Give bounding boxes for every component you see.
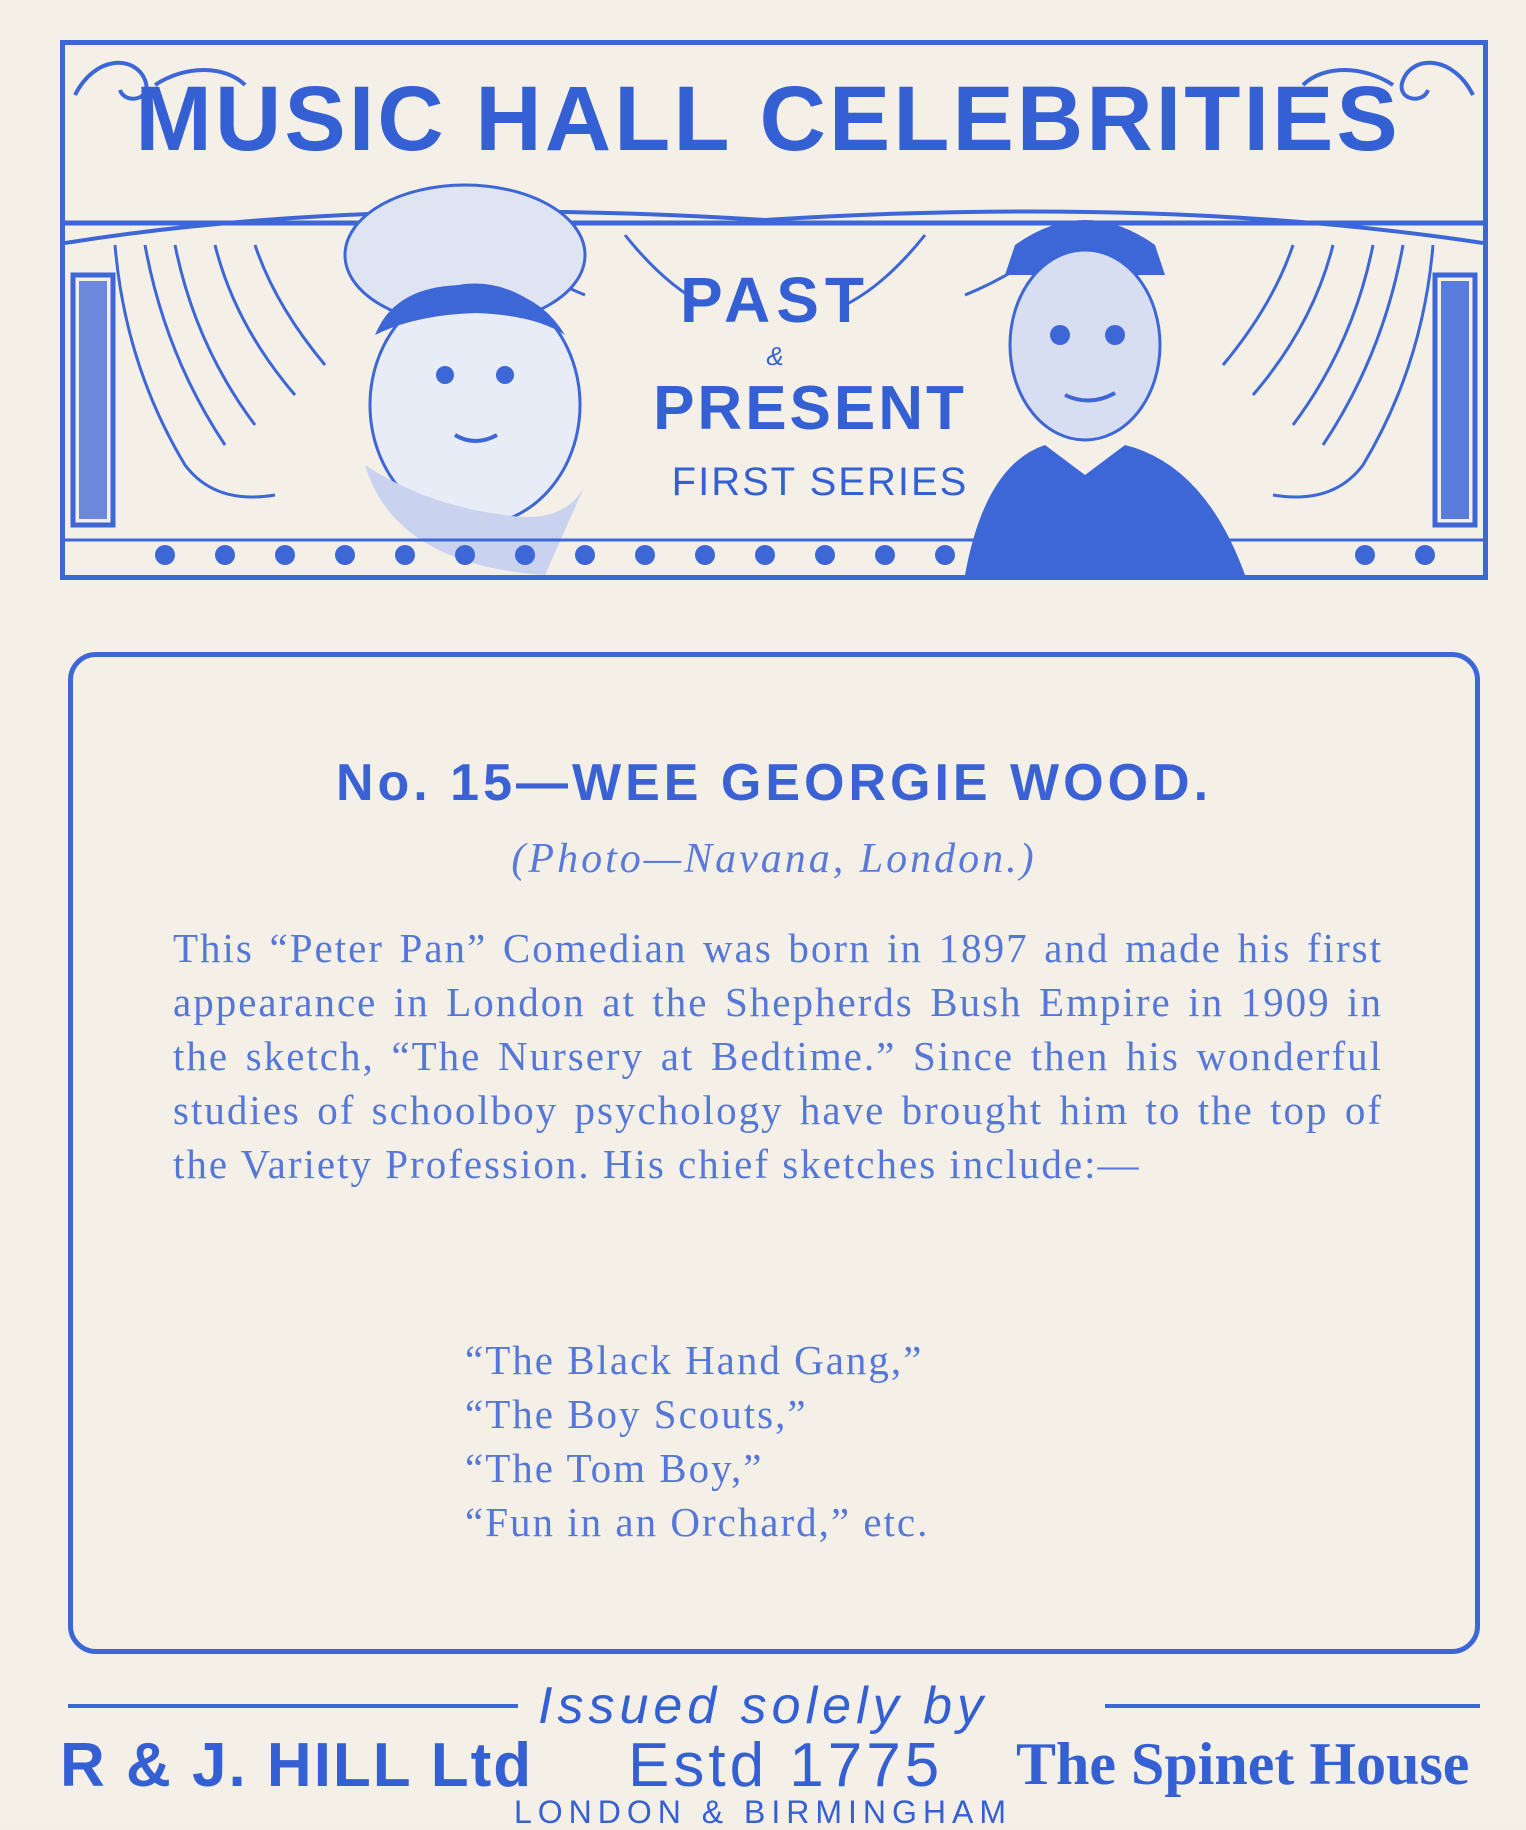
present-label: PRESENT: [653, 374, 967, 443]
curtain-left: [115, 245, 325, 497]
footlights: [155, 545, 1435, 565]
divider-left: [68, 1704, 518, 1708]
header-illustration: [60, 40, 1488, 580]
issued-text: Issued solely by: [538, 1677, 988, 1735]
photo-credit: (Photo—Navana, London.): [511, 836, 1037, 882]
brand-name: The Spinet House: [1016, 1731, 1470, 1797]
sketch-item: “The Boy Scouts,”: [465, 1391, 808, 1437]
description-panel: [68, 652, 1480, 1654]
card-heading: No. 15—WEE GEORGIE WOOD.: [335, 754, 1213, 812]
sketch-item: “The Black Hand Gang,”: [465, 1337, 924, 1383]
valance-fringe: [65, 211, 1483, 243]
series-label: FIRST SERIES: [671, 460, 969, 504]
issued-line: [0, 1676, 1526, 1736]
firm-name: R & J. HILL Ltd: [60, 1731, 534, 1800]
sketch-list: [465, 1333, 1365, 1549]
city-line: LONDON & BIRMINGHAM: [513, 1794, 1013, 1830]
sketch-item: “Fun in an Orchard,” etc.: [465, 1499, 930, 1545]
past-label: PAST: [680, 264, 870, 336]
biography-paragraph: This “Peter Pan” Comedian was born in 1897 and made his first appearance in London at the Shepherds Bush Empire in 1909 in the sketch, “The Nursery at Bedtime.” Since then his wonderful studies of schoolboy psychology have brought him to the top of the Variety Profession. His chief sketches include:—: [173, 925, 1383, 1187]
portrait-lady: [345, 185, 585, 575]
portrait-man: [965, 220, 1245, 575]
divider-right: [1105, 1704, 1480, 1708]
ampersand-label: &: [766, 341, 784, 371]
established-date: Estd 1775: [628, 1731, 944, 1800]
series-title: MUSIC HALL CELEBRITIES: [135, 68, 1401, 170]
curtain-right: [1223, 245, 1433, 497]
sketch-item: “The Tom Boy,”: [465, 1445, 764, 1491]
